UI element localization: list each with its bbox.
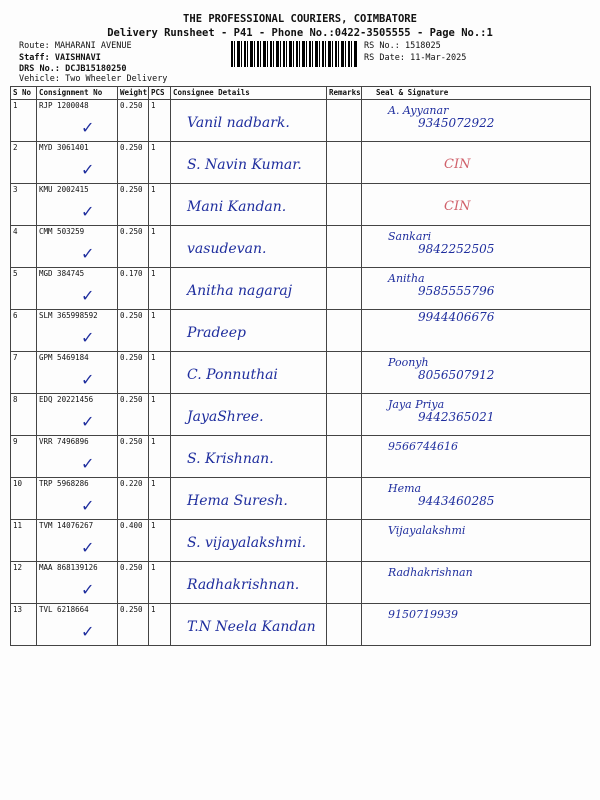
cell-pcs bbox=[149, 226, 171, 268]
table-row bbox=[11, 268, 591, 310]
cell-weight bbox=[118, 520, 149, 562]
tick-mark-icon: ✓ bbox=[81, 412, 95, 431]
cell-remarks bbox=[327, 520, 362, 562]
tick-mark-icon: ✓ bbox=[81, 328, 95, 347]
sno: 10 bbox=[13, 479, 23, 488]
cell-consignee bbox=[171, 268, 327, 310]
consignment-no: MAA 868139126 bbox=[39, 563, 98, 572]
pcs: 1 bbox=[151, 143, 156, 152]
rs-date-label: RS Date: bbox=[364, 53, 405, 63]
cell-pcs bbox=[149, 436, 171, 478]
cell-signature bbox=[362, 142, 591, 184]
table-row bbox=[11, 520, 591, 562]
cell-signature bbox=[362, 604, 591, 646]
staff-line bbox=[19, 53, 101, 63]
consignee-name: vasudevan. bbox=[187, 241, 267, 257]
cell-sno bbox=[11, 478, 37, 520]
cell-consignee bbox=[171, 604, 327, 646]
col-sno: S No bbox=[11, 87, 37, 100]
cell-consignment bbox=[37, 436, 118, 478]
cell-signature bbox=[362, 268, 591, 310]
table-row bbox=[11, 352, 591, 394]
company-title: THE PROFESSIONAL COURIERS, COIMBATORE bbox=[183, 13, 417, 25]
table-row bbox=[11, 226, 591, 268]
cell-remarks bbox=[327, 268, 362, 310]
cell-remarks bbox=[327, 394, 362, 436]
signature-phone: 9842252505 bbox=[418, 242, 495, 257]
tick-mark-icon: ✓ bbox=[81, 496, 95, 515]
cell-remarks bbox=[327, 562, 362, 604]
tick-mark-icon: ✓ bbox=[81, 244, 95, 263]
cell-sno bbox=[11, 226, 37, 268]
rs-date-value: 11-Mar-2025 bbox=[410, 53, 467, 63]
weight: 0.250 bbox=[120, 437, 143, 446]
cell-sno bbox=[11, 604, 37, 646]
consignment-no: CMM 503259 bbox=[39, 227, 85, 236]
cell-sno bbox=[11, 142, 37, 184]
cell-consignee bbox=[171, 478, 327, 520]
consignee-name: S. vijayalakshmi. bbox=[187, 535, 307, 551]
cell-remarks bbox=[327, 352, 362, 394]
cell-consignee bbox=[171, 520, 327, 562]
drs-label: DRS No.: bbox=[19, 64, 60, 74]
cell-pcs bbox=[149, 352, 171, 394]
consignee-name: T.N Neela Kandan bbox=[187, 619, 316, 635]
sno: 13 bbox=[13, 605, 23, 614]
col-remarks: Remarks bbox=[327, 87, 362, 100]
signature-text: Jaya Priya bbox=[388, 398, 445, 411]
tick-mark-icon: ✓ bbox=[81, 118, 95, 137]
consignee-name: JayaShree. bbox=[187, 409, 264, 425]
cell-pcs bbox=[149, 478, 171, 520]
rs-date-line bbox=[364, 53, 466, 63]
table-row bbox=[11, 394, 591, 436]
cell-pcs bbox=[149, 562, 171, 604]
runsheet-title: Delivery Runsheet - P41 - Phone No.:0422-3505555 - Page No.:1 bbox=[107, 27, 493, 39]
signature-phone: 9345072922 bbox=[418, 116, 495, 131]
rs-no-line bbox=[364, 41, 441, 51]
cell-consignment bbox=[37, 478, 118, 520]
consignment-no: TVL 6218664 bbox=[39, 605, 89, 614]
cell-sno bbox=[11, 268, 37, 310]
barcode bbox=[231, 41, 357, 67]
cell-signature bbox=[362, 436, 591, 478]
cell-pcs bbox=[149, 310, 171, 352]
cell-consignment bbox=[37, 352, 118, 394]
consignee-name: Radhakrishnan. bbox=[187, 577, 300, 593]
cell-weight bbox=[118, 562, 149, 604]
consignment-no: EDQ 20221456 bbox=[39, 395, 94, 404]
pcs: 1 bbox=[151, 605, 156, 614]
cell-signature bbox=[362, 184, 591, 226]
rs-no-value: 1518025 bbox=[404, 41, 441, 51]
consignment-no: MYD 3061401 bbox=[39, 143, 89, 152]
pcs: 1 bbox=[151, 185, 156, 194]
staff-label: Staff: bbox=[19, 53, 50, 63]
cell-consignee bbox=[171, 310, 327, 352]
cell-weight bbox=[118, 268, 149, 310]
cell-remarks bbox=[327, 142, 362, 184]
cell-consignee bbox=[171, 184, 327, 226]
cell-pcs bbox=[149, 394, 171, 436]
cell-remarks bbox=[327, 478, 362, 520]
cell-pcs bbox=[149, 142, 171, 184]
consignment-no: VRR 7496896 bbox=[39, 437, 89, 446]
sno: 3 bbox=[13, 185, 18, 194]
cell-weight bbox=[118, 394, 149, 436]
weight: 0.250 bbox=[120, 563, 143, 572]
drs-line bbox=[19, 64, 127, 74]
col-consignment: Consignment No bbox=[37, 87, 118, 100]
tick-mark-icon: ✓ bbox=[81, 160, 95, 179]
consignee-name: Mani Kandan. bbox=[187, 199, 287, 215]
table-row bbox=[11, 562, 591, 604]
cell-signature bbox=[362, 352, 591, 394]
cin-stamp: CIN bbox=[444, 199, 471, 214]
cell-sno bbox=[11, 562, 37, 604]
consignment-no: MGD 384745 bbox=[39, 269, 85, 278]
weight: 0.250 bbox=[120, 353, 143, 362]
pcs: 1 bbox=[151, 269, 156, 278]
cell-weight bbox=[118, 226, 149, 268]
cell-pcs bbox=[149, 268, 171, 310]
pcs: 1 bbox=[151, 395, 156, 404]
weight: 0.250 bbox=[120, 311, 143, 320]
cell-consignment bbox=[37, 268, 118, 310]
cell-remarks bbox=[327, 310, 362, 352]
weight: 0.250 bbox=[120, 143, 143, 152]
cell-pcs bbox=[149, 520, 171, 562]
staff-value: VAISHNAVI bbox=[54, 53, 101, 63]
cell-consignee bbox=[171, 562, 327, 604]
pcs: 1 bbox=[151, 437, 156, 446]
tick-mark-icon: ✓ bbox=[81, 580, 95, 599]
cell-weight bbox=[118, 604, 149, 646]
consignee-name: S. Navin Kumar. bbox=[187, 157, 302, 173]
cell-remarks bbox=[327, 604, 362, 646]
tick-mark-icon: ✓ bbox=[81, 454, 95, 473]
cell-sno bbox=[11, 436, 37, 478]
drs-value: DCJB15180250 bbox=[65, 64, 127, 74]
signature-text: Hema bbox=[388, 482, 422, 495]
consignee-name: C. Ponnuthai bbox=[187, 367, 278, 383]
signature-text: Radhakrishnan bbox=[388, 566, 473, 579]
cell-sno bbox=[11, 184, 37, 226]
table-header-row bbox=[11, 87, 591, 100]
weight: 0.250 bbox=[120, 185, 143, 194]
cell-signature bbox=[362, 226, 591, 268]
signature-text: A. Ayyanar bbox=[388, 104, 449, 117]
sno: 6 bbox=[13, 311, 18, 320]
weight: 0.170 bbox=[120, 269, 143, 278]
cell-signature bbox=[362, 100, 591, 142]
consignment-no: GPM 5469184 bbox=[39, 353, 89, 362]
consignment-no: RJP 1200048 bbox=[39, 101, 89, 110]
signature-text: Poonyh bbox=[388, 356, 429, 369]
cell-consignment bbox=[37, 310, 118, 352]
pcs: 1 bbox=[151, 353, 156, 362]
sno: 1 bbox=[13, 101, 18, 110]
cell-remarks bbox=[327, 226, 362, 268]
consignment-no: TVM 14076267 bbox=[39, 521, 94, 530]
runsheet-table bbox=[10, 86, 591, 646]
signature-text: Vijayalakshmi bbox=[388, 524, 466, 537]
table-row bbox=[11, 310, 591, 352]
tick-mark-icon: ✓ bbox=[81, 202, 95, 221]
signature-phone: 9442365021 bbox=[418, 410, 495, 425]
cell-sno bbox=[11, 100, 37, 142]
sno: 8 bbox=[13, 395, 18, 404]
signature-phone: 9585555796 bbox=[418, 284, 495, 299]
vehicle-value: Two Wheeler Delivery bbox=[65, 74, 168, 84]
weight: 0.220 bbox=[120, 479, 143, 488]
cell-sno bbox=[11, 520, 37, 562]
pcs: 1 bbox=[151, 479, 156, 488]
cell-weight bbox=[118, 436, 149, 478]
cell-consignee bbox=[171, 436, 327, 478]
consignee-name: S. Krishnan. bbox=[187, 451, 274, 467]
col-consignee: Consignee Details bbox=[171, 87, 327, 100]
table-row bbox=[11, 604, 591, 646]
signature-text: 9566744616 bbox=[388, 440, 458, 453]
cell-signature bbox=[362, 394, 591, 436]
cell-consignment bbox=[37, 520, 118, 562]
table-row bbox=[11, 184, 591, 226]
cell-consignment bbox=[37, 184, 118, 226]
col-pcs: PCS bbox=[149, 87, 171, 100]
cell-consignment bbox=[37, 142, 118, 184]
cell-consignee bbox=[171, 100, 327, 142]
pcs: 1 bbox=[151, 227, 156, 236]
route-label: Route: bbox=[19, 41, 50, 51]
cell-consignment bbox=[37, 604, 118, 646]
cell-sno bbox=[11, 352, 37, 394]
weight: 0.250 bbox=[120, 227, 143, 236]
cell-weight bbox=[118, 100, 149, 142]
tick-mark-icon: ✓ bbox=[81, 538, 95, 557]
cell-consignment bbox=[37, 226, 118, 268]
cell-consignment bbox=[37, 394, 118, 436]
sno: 11 bbox=[13, 521, 23, 530]
route-value: MAHARANI AVENUE bbox=[54, 41, 132, 51]
sno: 9 bbox=[13, 437, 18, 446]
cell-signature bbox=[362, 478, 591, 520]
cell-consignee bbox=[171, 352, 327, 394]
cell-pcs bbox=[149, 184, 171, 226]
table-row bbox=[11, 100, 591, 142]
pcs: 1 bbox=[151, 311, 156, 320]
signature-phone: 9944406676 bbox=[418, 310, 495, 324]
consignment-no: SLM 365998592 bbox=[39, 311, 98, 320]
route-line bbox=[19, 41, 132, 51]
consignee-name: Hema Suresh. bbox=[187, 493, 288, 509]
consignee-name: Pradeep bbox=[187, 325, 246, 341]
tick-mark-icon: ✓ bbox=[81, 286, 95, 305]
consignee-name: Vanil nadbark. bbox=[187, 115, 290, 131]
cell-signature bbox=[362, 310, 591, 352]
tick-mark-icon: ✓ bbox=[81, 622, 95, 641]
sno: 7 bbox=[13, 353, 18, 362]
vehicle-line bbox=[19, 74, 167, 84]
cell-consignee bbox=[171, 226, 327, 268]
consignee-name: Anitha nagaraj bbox=[187, 283, 293, 299]
cell-weight bbox=[118, 352, 149, 394]
cell-remarks bbox=[327, 184, 362, 226]
weight: 0.250 bbox=[120, 101, 143, 110]
cell-consignment bbox=[37, 562, 118, 604]
weight: 0.250 bbox=[120, 605, 143, 614]
signature-phone: 8056507912 bbox=[418, 368, 495, 383]
cell-sno bbox=[11, 310, 37, 352]
sno: 12 bbox=[13, 563, 23, 572]
table-row bbox=[11, 478, 591, 520]
signature-text: Anitha bbox=[388, 272, 425, 285]
col-weight: Weight bbox=[118, 87, 149, 100]
weight: 0.250 bbox=[120, 395, 143, 404]
tick-mark-icon: ✓ bbox=[81, 370, 95, 389]
sno: 2 bbox=[13, 143, 18, 152]
pcs: 1 bbox=[151, 521, 156, 530]
cell-weight bbox=[118, 310, 149, 352]
cell-remarks bbox=[327, 100, 362, 142]
consignment-no: TRP 5968286 bbox=[39, 479, 89, 488]
table-row bbox=[11, 142, 591, 184]
sno: 4 bbox=[13, 227, 18, 236]
sno: 5 bbox=[13, 269, 18, 278]
consignment-no: KMU 2002415 bbox=[39, 185, 89, 194]
table-row bbox=[11, 436, 591, 478]
cell-consignee bbox=[171, 394, 327, 436]
cell-pcs bbox=[149, 604, 171, 646]
cin-stamp: CIN bbox=[444, 157, 471, 172]
cell-signature bbox=[362, 562, 591, 604]
vehicle-label: Vehicle: bbox=[19, 74, 60, 84]
cell-weight bbox=[118, 478, 149, 520]
pcs: 1 bbox=[151, 101, 156, 110]
cell-consignment bbox=[37, 100, 118, 142]
cell-remarks bbox=[327, 436, 362, 478]
weight: 0.400 bbox=[120, 521, 143, 530]
cell-weight bbox=[118, 184, 149, 226]
col-signature: Seal & Signature bbox=[362, 87, 591, 100]
signature-text: Sankari bbox=[388, 230, 432, 243]
cell-signature bbox=[362, 520, 591, 562]
pcs: 1 bbox=[151, 563, 156, 572]
signature-phone: 9443460285 bbox=[418, 494, 495, 509]
cell-consignee bbox=[171, 142, 327, 184]
signature-text: 9150719939 bbox=[388, 608, 458, 621]
cell-weight bbox=[118, 142, 149, 184]
rs-no-label: RS No.: bbox=[364, 41, 400, 51]
cell-pcs bbox=[149, 100, 171, 142]
cell-sno bbox=[11, 394, 37, 436]
